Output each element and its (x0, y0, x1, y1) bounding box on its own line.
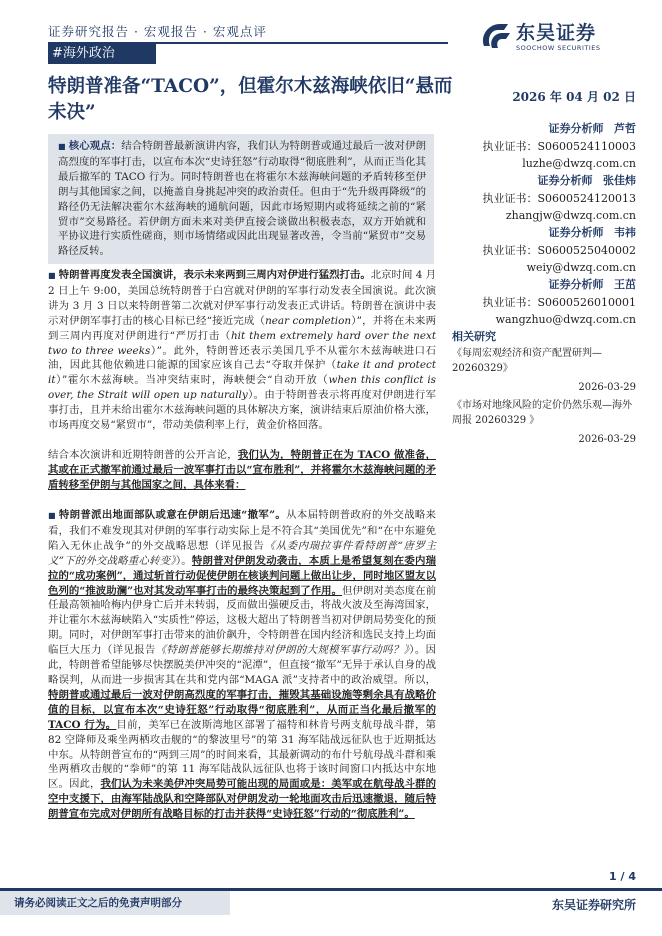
analyst-role: 证券分析师 (548, 278, 604, 291)
report-reference-link[interactable]: 《特朗普能够长期维持对伊朗的大规模军事行动吗？》 (155, 644, 410, 657)
highlighted-conclusion: 特朗普或通过最后一波对伊朗高烈度的军事打击，摧毁其基础设施等剩余具有战略价值的目标，以宣布本次“史诗狂怒”行动取得“彻底胜利”，从而正当化最后撤军的 TACO 行为。 (48, 688, 436, 731)
report-title: 特朗普准备“TACO”，但霍尔木兹海峡依旧“悬而未决” (48, 76, 453, 123)
related-research-date: 2026-03-29 (578, 434, 636, 445)
disclaimer-notice: 请务必阅读正文之后的免责声明部分 (0, 891, 230, 915)
related-research-item[interactable]: 《市场对地缘风险的定价仍然乐观—海外周报 20260329 》 (452, 400, 632, 426)
bullet-icon: ■ (48, 271, 56, 280)
institute-name: 东吴证券研究所 (551, 898, 636, 912)
analyst-license: 执业证书：S0600524120013 (482, 191, 636, 205)
analyst-card (452, 276, 636, 329)
paragraph-text: 结合本次演讲和近期特朗普的公开言论， (48, 449, 238, 461)
paragraph-text: 从本届特朗普政府的外交战略来看，我们不难发现其对伊朗的军事行动实际上是不符合其“美国优先”和“在中东避免陷入无休止战争”的外交战略思想（详见报告 (48, 509, 437, 552)
english-quote: hit them extremely hard over the next two to three weeks (48, 329, 437, 357)
analyst-card (452, 224, 636, 277)
report-category-breadcrumb: 证券研究报告 · 宏观报告 · 宏观点评 (48, 24, 267, 39)
analyst-card (452, 172, 636, 225)
english-quote: when this conflict is over, the Strait will open up naturally (48, 374, 437, 402)
paragraph-text: ）。由于特朗普表示将再度对伊朗进行军事打击，且并未给出霍尔木兹海峡问题的具体解决方案，演讲结束后原油价格大涨，市场再度交易“紧贸市”，带动美债利率上行，黄金价格回落。 (48, 389, 436, 432)
core-viewpoint-label: 核心观点： (68, 140, 122, 152)
company-name: 东吴证券 (516, 22, 597, 44)
english-quote: near completion (265, 314, 352, 327)
paragraph-text: ）”。此外，特朗普还表示美国几乎不从霍尔木兹海峡进口石油，因此其他依赖进口能源的国家应该自己去“夺取并保护（ (48, 344, 437, 372)
report-date: 2026 年 04 月 02 日 (512, 90, 636, 104)
company-name-english: SOOCHOW SECURITIES (516, 44, 601, 52)
paragraph-text: ）。因此，特朗普希望能够尽快摆脱美伊冲突的“泥潭”，但直接“撤军”无异于承认自身的战略误判，从而进一步损害其在共和党内部“MAGA 派”支持者中的政治威望。所以， (48, 644, 436, 686)
paragraph-text: ）”霍尔木兹海峡。当冲突结束时，海峡便会“自动开放（ (55, 374, 329, 387)
analyst-card (452, 120, 636, 173)
paragraph-ground-troops (48, 508, 436, 822)
page-number: 1 / 4 (609, 870, 636, 883)
company-logo (478, 16, 638, 66)
analyst-role: 证券分析师 (548, 122, 604, 135)
highlighted-conclusion: 我们认为，特朗普正在为 TACO 做准备，其或在正式撤军前通过最后一波军事打击以“宣布胜利”，并将霍尔木兹海峡问题的矛盾转移至伊朗与其他国家之间，具体来看： (48, 449, 437, 491)
highlighted-conclusion: 特朗普对伊朗发动袭击，本质上是希望复刻在委内瑞拉的“成功案例”，通过斩首行动促使伊朗在核谈判问题上做出让步，同时地区盟友以色列的“推波助澜”也对其发动军事打击的最终决策起到了作用。 (48, 554, 436, 597)
topic-tag: #海外政治 (48, 44, 156, 64)
paragraph-lead: 特朗普派出地面部队或意在伊朗后迅速“撤军”。 (58, 509, 287, 521)
analyst-license: 执业证书：S0600526010001 (482, 295, 636, 309)
related-research-item[interactable]: 《每周宏观经济和资产配置研判—20260329》 (452, 348, 602, 374)
related-research-heading: 相关研究 (452, 330, 496, 343)
paragraph-lead: 特朗普再度发表全国演讲，表示未来两到三周内对伊进行猛烈打击。 (58, 269, 371, 281)
bullet-icon: ■ (58, 142, 66, 151)
bullet-icon: ■ (48, 511, 56, 520)
paragraph-text: ）。 (175, 554, 192, 567)
paragraph-text: ）”，并将在未来两到三周内再度对伊朗进行“严厉打击（ (48, 314, 436, 342)
core-viewpoint-box (48, 134, 434, 264)
analyst-email[interactable]: weiy@dwzq.com.cn (526, 261, 636, 274)
analyst-name: 芦哲 (614, 122, 636, 135)
analyst-email[interactable]: luzhe@dwzq.com.cn (522, 157, 636, 170)
analyst-email[interactable]: zhangjw@dwzq.com.cn (505, 209, 636, 222)
paragraph-speech (48, 268, 436, 433)
analyst-name: 韦祎 (614, 226, 636, 239)
report-reference-link[interactable]: 《从委内瑞拉事件看特朗普“唐罗主义”下的外交战略重心转变》 (48, 539, 436, 567)
paragraph-text: 目前，美军已在波斯湾地区部署了福特和林肯号两支航母战斗群，第 82 空降师及乘坐两栖攻击舰的“的黎波里号”的第 31 海军陆战远征队也于近期抵达中东。从特朗普宣布的“两到三周”的时间来看，其最新调动的布什号航母战斗群和乘坐两栖攻击舰的“拳师”的第 11 海军陆战队远征队也将于该时间窗口内抵达中东地区。因此， (48, 718, 436, 791)
soochow-logo-icon (478, 18, 512, 52)
paragraph-text: 北京时间 4 月 2 日上午 9:00，美国总统特朗普于白宫就对伊朗的军事行动发表全国演说。此次演讲为 3 月 3 日以来特朗普第二次就对伊军事行动发表正式讲话。特朗普在演讲中表示对伊朗军事打击的核心目标已经“接近完成（ (48, 269, 437, 327)
analyst-license: 执业证书：S0600525040002 (482, 243, 636, 257)
analyst-license: 执业证书：S0600524110003 (482, 139, 636, 153)
highlighted-conclusion: 我们认为未来美伊冲突局势可能出现的局面或是：美军或在航母战斗群的空中支援下，由海军陆战队和空降部队对伊朗发动一轮地面攻击后迅速撤退，随后特朗普宣布完成对伊朗所有战略目标的打击并获得“史诗狂怒”行动的“彻底胜利”。 (48, 778, 437, 821)
analyst-name: 王茁 (614, 278, 636, 291)
analyst-name: 张佳炜 (603, 174, 636, 187)
related-research-date: 2026-03-29 (578, 382, 636, 393)
core-viewpoint-text: 结合特朗普最新演讲内容，我们认为特朗普或通过最后一波对伊朗高烈度的军事打击，以宣布本次“史诗狂怒”行动取得“彻底胜利”，从而正当化其最后撤军的 TACO 行为。同时特朗普也在将霍尔木兹海峡问题的矛盾转移至伊朗与其他国家之间，以掩盖自身挑起冲突的政治责任。但由于“先升级再降级”的路径仍无法解决霍尔木兹海峡的通航问题，因此市场短期内或将延续之前的“紧贸市”交易路径。若伊朗方面未来对美伊直接会谈做出积极表态，双方开始就和平协议进行实质性磋商，则市场情绪或因此出现显著改善，令当前“紧贸市”交易路径反转。 (58, 140, 427, 258)
english-quote: take it and protect it (48, 359, 436, 387)
paragraph-text: 但伊朗对美态度在前任最高领袖哈梅内伊身亡后并未转弱，反而做出强硬反击，将战火波及至海湾国家，并让霍尔木兹海峡陷入“实质性”停运，这极大超出了特朗普当初对伊朗局势变化的预期。同时，对伊朗军事打击带来的油价飙升，令特朗普在国内经济和选民支持上均面临巨大压力（详见报告 (48, 584, 437, 657)
analyst-email[interactable]: wangzhuo@dwzq.com.cn (495, 313, 636, 326)
analyst-role: 证券分析师 (548, 226, 604, 239)
paragraph-conclusion (48, 448, 436, 493)
analyst-role: 证券分析师 (537, 174, 593, 187)
